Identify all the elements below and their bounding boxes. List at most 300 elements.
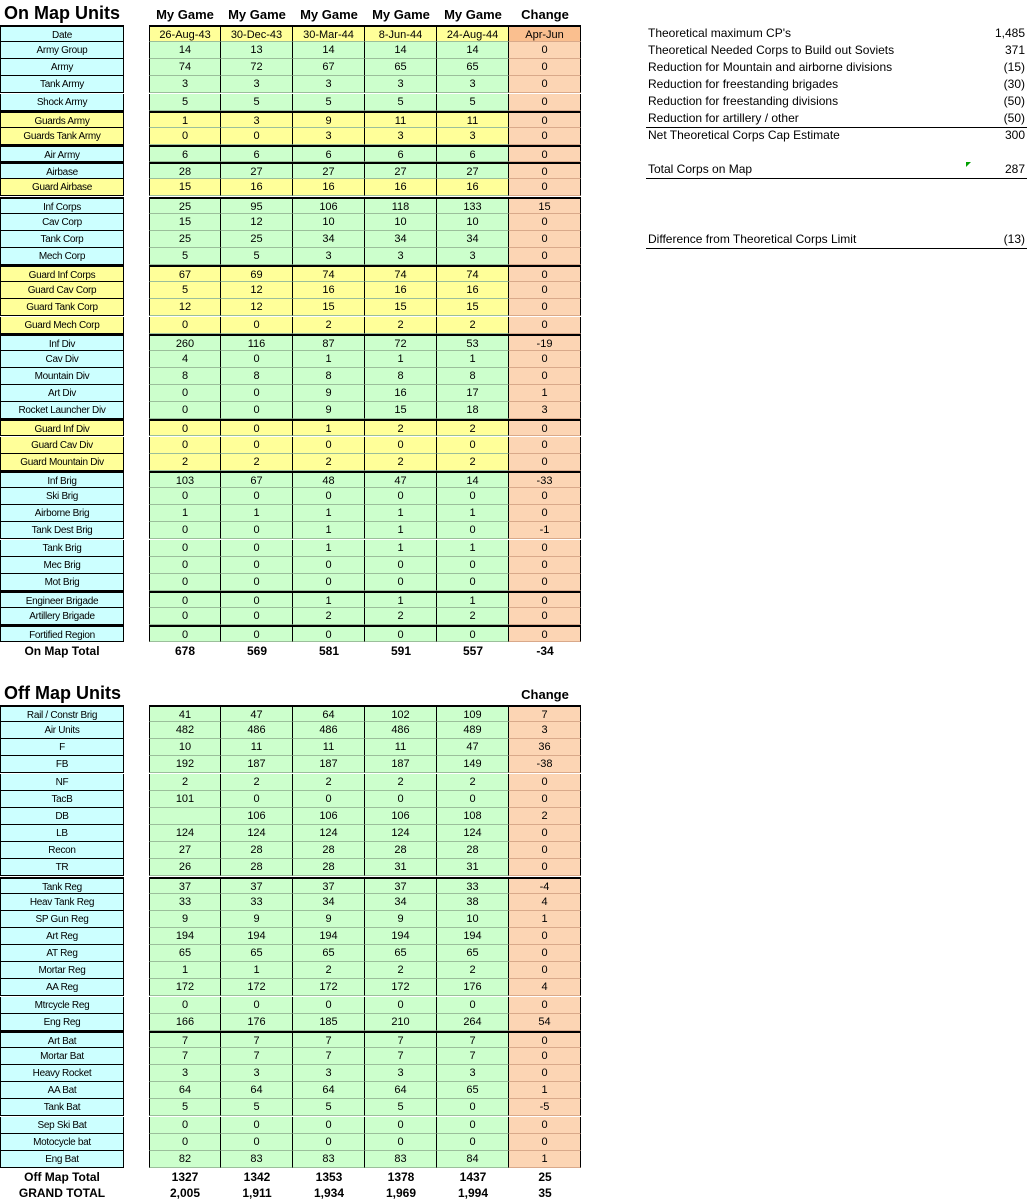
total-value: 25 bbox=[509, 1169, 581, 1186]
row-label: Guard Inf Corps bbox=[0, 265, 124, 282]
row-label: AT Reg bbox=[0, 945, 124, 962]
summary-label: Difference from Theoretical Corps Limit bbox=[648, 232, 857, 246]
value-cell: 176 bbox=[221, 1014, 293, 1031]
value-cell: 3 bbox=[437, 76, 509, 93]
value-cell: 0 bbox=[221, 997, 293, 1014]
value-cell: 0 bbox=[293, 574, 365, 591]
table-row bbox=[0, 842, 582, 859]
value-cell: 0 bbox=[293, 437, 365, 454]
total-value: 1342 bbox=[221, 1169, 293, 1186]
value-cell: 0 bbox=[293, 1117, 365, 1134]
value-cell: 1 bbox=[293, 351, 365, 368]
value-cell: 0 bbox=[149, 317, 221, 334]
value-cell: 172 bbox=[149, 979, 221, 996]
value-cell: 0 bbox=[293, 625, 365, 642]
value-cell: 2 bbox=[365, 454, 437, 471]
change-cell: 0 bbox=[509, 299, 581, 316]
summary-label: Theoretical Needed Corps to Build out Soviets bbox=[648, 43, 895, 57]
value-cell: 84 bbox=[437, 1151, 509, 1168]
row-label: Army bbox=[0, 59, 124, 76]
value-cell: 25 bbox=[149, 231, 221, 248]
value-cell: 1 bbox=[149, 111, 221, 128]
value-cell: 11 bbox=[293, 739, 365, 756]
date-cell: 26-Aug-43 bbox=[149, 25, 221, 42]
date-cell: 24-Aug-44 bbox=[437, 25, 509, 42]
value-cell: 74 bbox=[437, 265, 509, 282]
value-cell: 17 bbox=[437, 385, 509, 402]
change-cell: 0 bbox=[509, 145, 581, 162]
value-cell: 11 bbox=[221, 739, 293, 756]
value-cell: 3 bbox=[293, 76, 365, 93]
value-cell: 2 bbox=[437, 962, 509, 979]
change-cell: 0 bbox=[509, 557, 581, 574]
table-row bbox=[0, 94, 582, 111]
value-cell: 194 bbox=[365, 928, 437, 945]
date-cell: 30-Dec-43 bbox=[221, 25, 293, 42]
value-cell: 37 bbox=[293, 877, 365, 894]
table-row bbox=[0, 76, 582, 93]
table-row bbox=[0, 739, 582, 756]
value-cell: 15 bbox=[149, 214, 221, 231]
change-cell: 0 bbox=[509, 368, 581, 385]
value-cell: 67 bbox=[221, 471, 293, 488]
summary-row bbox=[646, 93, 1027, 110]
value-cell: 72 bbox=[365, 334, 437, 351]
table-row bbox=[0, 42, 582, 59]
value-cell: 0 bbox=[437, 488, 509, 505]
row-label: FB bbox=[0, 756, 124, 773]
row-label: NF bbox=[0, 774, 124, 791]
summary-row bbox=[646, 76, 1027, 93]
value-cell: 7 bbox=[437, 1031, 509, 1048]
value-cell: 3 bbox=[221, 111, 293, 128]
value-cell: 0 bbox=[437, 1099, 509, 1116]
value-cell: 108 bbox=[437, 808, 509, 825]
value-cell: 95 bbox=[221, 197, 293, 214]
row-label: AA Bat bbox=[0, 1082, 124, 1099]
change-cell: 1 bbox=[509, 1082, 581, 1099]
table-row bbox=[0, 282, 582, 299]
table-row bbox=[0, 317, 582, 334]
value-cell: 194 bbox=[149, 928, 221, 945]
table-row bbox=[0, 928, 582, 945]
value-cell: 64 bbox=[149, 1082, 221, 1099]
value-cell: 0 bbox=[149, 488, 221, 505]
value-cell: 1 bbox=[221, 505, 293, 522]
change-cell: 0 bbox=[509, 540, 581, 557]
value-cell: 0 bbox=[221, 385, 293, 402]
value-cell: 28 bbox=[437, 842, 509, 859]
row-label: Mountain Div bbox=[0, 368, 124, 385]
value-cell: 1 bbox=[149, 962, 221, 979]
table-row bbox=[0, 962, 582, 979]
value-cell: 0 bbox=[437, 437, 509, 454]
value-cell: 1 bbox=[437, 540, 509, 557]
value-cell: 65 bbox=[437, 945, 509, 962]
change-cell: 0 bbox=[509, 179, 581, 196]
value-cell: 0 bbox=[149, 591, 221, 608]
value-cell: 0 bbox=[149, 557, 221, 574]
value-cell: 124 bbox=[221, 825, 293, 842]
value-cell: 15 bbox=[437, 299, 509, 316]
change-cell: -33 bbox=[509, 471, 581, 488]
change-cell: 0 bbox=[509, 625, 581, 642]
value-cell: 7 bbox=[365, 1031, 437, 1048]
value-cell: 116 bbox=[221, 334, 293, 351]
change-cell: 0 bbox=[509, 76, 581, 93]
value-cell: 0 bbox=[149, 997, 221, 1014]
value-cell: 47 bbox=[221, 705, 293, 722]
change-cell: -4 bbox=[509, 877, 581, 894]
value-cell: 53 bbox=[437, 334, 509, 351]
value-cell: 0 bbox=[149, 1117, 221, 1134]
value-cell: 0 bbox=[221, 522, 293, 539]
value-cell: 2 bbox=[365, 962, 437, 979]
value-cell: 0 bbox=[221, 488, 293, 505]
value-cell: 0 bbox=[293, 791, 365, 808]
total-value: 678 bbox=[149, 643, 221, 660]
value-cell: 194 bbox=[293, 928, 365, 945]
total-value: 1437 bbox=[437, 1169, 509, 1186]
value-cell: 28 bbox=[293, 842, 365, 859]
row-label: F bbox=[0, 739, 124, 756]
value-cell: 0 bbox=[149, 419, 221, 436]
value-cell: 0 bbox=[221, 791, 293, 808]
value-cell: 48 bbox=[293, 471, 365, 488]
row-label: Artillery Brigade bbox=[0, 608, 124, 625]
table-row bbox=[0, 334, 582, 351]
change-cell: -5 bbox=[509, 1099, 581, 1116]
value-cell: 16 bbox=[365, 385, 437, 402]
row-label: Art Reg bbox=[0, 928, 124, 945]
table-row bbox=[0, 111, 582, 128]
value-cell: 0 bbox=[437, 1117, 509, 1134]
summary-value: 300 bbox=[1004, 128, 1025, 142]
change-cell: 0 bbox=[509, 962, 581, 979]
value-cell: 103 bbox=[149, 471, 221, 488]
value-cell: 14 bbox=[293, 42, 365, 59]
value-cell: 0 bbox=[221, 437, 293, 454]
table-row bbox=[0, 419, 582, 436]
value-cell: 9 bbox=[149, 911, 221, 928]
value-cell: 15 bbox=[293, 299, 365, 316]
value-cell: 3 bbox=[437, 128, 509, 145]
value-cell: 8 bbox=[221, 368, 293, 385]
table-row bbox=[0, 1151, 582, 1168]
total-label: On Map Total bbox=[0, 643, 124, 660]
value-cell: 0 bbox=[293, 997, 365, 1014]
date-cell: 30-Mar-44 bbox=[293, 25, 365, 42]
value-cell: 65 bbox=[365, 59, 437, 76]
value-cell: 0 bbox=[149, 402, 221, 419]
row-label: AA Reg bbox=[0, 979, 124, 996]
value-cell: 1 bbox=[221, 962, 293, 979]
row-label: Mtrcycle Reg bbox=[0, 997, 124, 1014]
value-cell: 11 bbox=[437, 111, 509, 128]
change-cell: 0 bbox=[509, 42, 581, 59]
value-cell: 64 bbox=[293, 1082, 365, 1099]
row-label: Rail / Constr Brig bbox=[0, 705, 124, 722]
total-value: 581 bbox=[293, 643, 365, 660]
value-cell: 11 bbox=[365, 111, 437, 128]
value-cell: 149 bbox=[437, 756, 509, 773]
table-row bbox=[0, 979, 582, 996]
value-cell: 10 bbox=[437, 911, 509, 928]
value-cell: 486 bbox=[221, 722, 293, 739]
value-cell: 1 bbox=[365, 540, 437, 557]
value-cell: 28 bbox=[365, 842, 437, 859]
value-cell: 33 bbox=[149, 894, 221, 911]
value-cell: 2 bbox=[437, 317, 509, 334]
total-label: Off Map Total bbox=[0, 1169, 124, 1186]
change-cell: 4 bbox=[509, 894, 581, 911]
value-cell: 2 bbox=[293, 454, 365, 471]
change-cell: 0 bbox=[509, 1065, 581, 1082]
value-cell: 2 bbox=[365, 419, 437, 436]
summary-label: Reduction for freestanding brigades bbox=[648, 77, 839, 91]
row-label: Engineer Brigade bbox=[0, 591, 124, 608]
value-cell: 192 bbox=[149, 756, 221, 773]
value-cell: 0 bbox=[365, 1117, 437, 1134]
value-cell: 64 bbox=[365, 1082, 437, 1099]
value-cell: 14 bbox=[437, 42, 509, 59]
value-cell: 187 bbox=[293, 756, 365, 773]
row-label: Guards Army bbox=[0, 111, 124, 128]
value-cell: 83 bbox=[365, 1151, 437, 1168]
table-row bbox=[0, 471, 582, 488]
value-cell: 6 bbox=[149, 145, 221, 162]
value-cell: 7 bbox=[149, 1048, 221, 1065]
value-cell: 3 bbox=[437, 1065, 509, 1082]
row-label: Shock Army bbox=[0, 94, 124, 111]
value-cell: 0 bbox=[221, 419, 293, 436]
value-cell: 3 bbox=[149, 1065, 221, 1082]
summary-label: Total Corps on Map bbox=[648, 162, 753, 176]
summary-value: (50) bbox=[1003, 94, 1025, 108]
row-label: Airbase bbox=[0, 162, 124, 179]
table-row bbox=[0, 1048, 582, 1065]
row-label: Cav Div bbox=[0, 351, 124, 368]
row-label: Art Bat bbox=[0, 1031, 124, 1048]
value-cell: 0 bbox=[293, 557, 365, 574]
change-cell: 0 bbox=[509, 128, 581, 145]
row-label: Army Group bbox=[0, 42, 124, 59]
value-cell: 5 bbox=[149, 282, 221, 299]
value-cell: 3 bbox=[221, 1065, 293, 1082]
value-cell: 4 bbox=[149, 351, 221, 368]
value-cell: 0 bbox=[293, 488, 365, 505]
value-cell: 133 bbox=[437, 197, 509, 214]
value-cell: 5 bbox=[221, 248, 293, 265]
row-label: Heav Tank Reg bbox=[0, 894, 124, 911]
table-row bbox=[0, 454, 582, 471]
value-cell: 5 bbox=[365, 94, 437, 111]
value-cell: 28 bbox=[293, 859, 365, 876]
row-label: Inf Div bbox=[0, 334, 124, 351]
value-cell: 2 bbox=[293, 317, 365, 334]
row-label: Tank Bat bbox=[0, 1099, 124, 1116]
off-map-change-header: Change bbox=[521, 687, 569, 702]
value-cell: 2 bbox=[365, 774, 437, 791]
table-row bbox=[0, 145, 582, 162]
change-cell: 0 bbox=[509, 608, 581, 625]
summary-row bbox=[646, 127, 1027, 144]
on-map-total-row bbox=[0, 643, 582, 660]
value-cell: 0 bbox=[221, 128, 293, 145]
value-cell: 172 bbox=[365, 979, 437, 996]
change-cell: -19 bbox=[509, 334, 581, 351]
table-row bbox=[0, 179, 582, 196]
value-cell: 16 bbox=[365, 282, 437, 299]
table-row bbox=[0, 774, 582, 791]
comment-indicator-icon bbox=[966, 162, 971, 167]
value-cell: 7 bbox=[365, 1048, 437, 1065]
table-row bbox=[0, 877, 582, 894]
value-cell: 67 bbox=[293, 59, 365, 76]
column-header: My Game bbox=[156, 7, 214, 22]
value-cell: 74 bbox=[365, 265, 437, 282]
value-cell: 28 bbox=[221, 842, 293, 859]
value-cell: 2 bbox=[293, 962, 365, 979]
summary-value: 1,485 bbox=[994, 26, 1025, 40]
value-cell: 3 bbox=[365, 76, 437, 93]
value-cell: 2 bbox=[221, 774, 293, 791]
value-cell: 0 bbox=[149, 625, 221, 642]
value-cell: 0 bbox=[149, 128, 221, 145]
table-row bbox=[0, 1014, 582, 1031]
table-row bbox=[0, 505, 582, 522]
value-cell: 33 bbox=[221, 894, 293, 911]
table-row bbox=[0, 402, 582, 419]
value-cell: 106 bbox=[293, 808, 365, 825]
value-cell: 5 bbox=[293, 1099, 365, 1116]
value-cell: 64 bbox=[221, 1082, 293, 1099]
table-row bbox=[0, 574, 582, 591]
value-cell: 194 bbox=[221, 928, 293, 945]
row-label: Guard Inf Div bbox=[0, 419, 124, 436]
value-cell: 37 bbox=[365, 877, 437, 894]
table-row bbox=[0, 911, 582, 928]
value-cell: 2 bbox=[437, 419, 509, 436]
value-cell: 8 bbox=[293, 368, 365, 385]
value-cell: 34 bbox=[293, 231, 365, 248]
column-header: My Game bbox=[444, 7, 502, 22]
value-cell: 106 bbox=[365, 808, 437, 825]
summary-value: (30) bbox=[1003, 77, 1025, 91]
value-cell: 0 bbox=[437, 557, 509, 574]
value-cell: 2 bbox=[437, 454, 509, 471]
table-row bbox=[0, 1099, 582, 1116]
value-cell: 5 bbox=[149, 1099, 221, 1116]
table-row bbox=[0, 59, 582, 76]
total-value: 1378 bbox=[365, 1169, 437, 1186]
value-cell: 3 bbox=[149, 76, 221, 93]
value-cell: 3 bbox=[293, 1065, 365, 1082]
value-cell: 9 bbox=[293, 111, 365, 128]
summary-label: Reduction for artillery / other bbox=[648, 111, 799, 125]
value-cell: 1 bbox=[293, 522, 365, 539]
table-row bbox=[0, 488, 582, 505]
row-label: Tank Dest Brig bbox=[0, 522, 124, 539]
value-cell: 3 bbox=[365, 248, 437, 265]
summary-label: Reduction for freestanding divisions bbox=[648, 94, 839, 108]
value-cell: 27 bbox=[437, 162, 509, 179]
change-cell: 54 bbox=[509, 1014, 581, 1031]
value-cell: 2 bbox=[437, 608, 509, 625]
value-cell: 67 bbox=[149, 265, 221, 282]
table-row bbox=[0, 859, 582, 876]
value-cell: 65 bbox=[221, 945, 293, 962]
value-cell: 1 bbox=[149, 505, 221, 522]
value-cell: 194 bbox=[437, 928, 509, 945]
change-cell: 0 bbox=[509, 842, 581, 859]
value-cell: 15 bbox=[365, 402, 437, 419]
change-cell: 1 bbox=[509, 911, 581, 928]
value-cell: 102 bbox=[365, 705, 437, 722]
row-label: DB bbox=[0, 808, 124, 825]
value-cell: 124 bbox=[437, 825, 509, 842]
value-cell: 12 bbox=[221, 282, 293, 299]
value-cell: 16 bbox=[365, 179, 437, 196]
value-cell: 0 bbox=[221, 591, 293, 608]
value-cell: 166 bbox=[149, 1014, 221, 1031]
row-label: Guards Tank Army bbox=[0, 128, 124, 145]
value-cell: 210 bbox=[365, 1014, 437, 1031]
value-cell: 0 bbox=[437, 574, 509, 591]
value-cell: 3 bbox=[293, 248, 365, 265]
value-cell: 26 bbox=[149, 859, 221, 876]
value-cell: 27 bbox=[221, 162, 293, 179]
value-cell: 0 bbox=[149, 1134, 221, 1151]
table-row bbox=[0, 231, 582, 248]
summary-row bbox=[646, 25, 1027, 42]
value-cell: 1 bbox=[437, 351, 509, 368]
value-cell: 1 bbox=[293, 540, 365, 557]
value-cell: 27 bbox=[365, 162, 437, 179]
value-cell: 16 bbox=[221, 179, 293, 196]
value-cell: 0 bbox=[365, 574, 437, 591]
value-cell: 0 bbox=[365, 625, 437, 642]
value-cell: 1 bbox=[293, 591, 365, 608]
table-row bbox=[0, 368, 582, 385]
table-row bbox=[0, 1082, 582, 1099]
total-value: -34 bbox=[509, 643, 581, 660]
value-cell: 6 bbox=[365, 145, 437, 162]
value-cell: 0 bbox=[365, 437, 437, 454]
row-label: Heavy Rocket bbox=[0, 1065, 124, 1082]
value-cell: 34 bbox=[437, 231, 509, 248]
value-cell: 5 bbox=[365, 1099, 437, 1116]
table-row bbox=[0, 1117, 582, 1134]
value-cell: 10 bbox=[149, 739, 221, 756]
value-cell: 2 bbox=[293, 608, 365, 625]
value-cell: 12 bbox=[149, 299, 221, 316]
value-cell: 37 bbox=[149, 877, 221, 894]
change-cell: 7 bbox=[509, 705, 581, 722]
summary-row bbox=[646, 59, 1027, 76]
value-cell: 0 bbox=[149, 522, 221, 539]
value-cell: 5 bbox=[221, 94, 293, 111]
change-cell: 0 bbox=[509, 505, 581, 522]
value-cell: 7 bbox=[293, 1048, 365, 1065]
row-label: TacB bbox=[0, 791, 124, 808]
change-cell: 0 bbox=[509, 1048, 581, 1065]
row-label: Tank Brig bbox=[0, 540, 124, 557]
value-cell: 482 bbox=[149, 722, 221, 739]
value-cell: 1 bbox=[437, 591, 509, 608]
summary-value: 371 bbox=[1004, 43, 1025, 57]
value-cell: 1 bbox=[365, 505, 437, 522]
